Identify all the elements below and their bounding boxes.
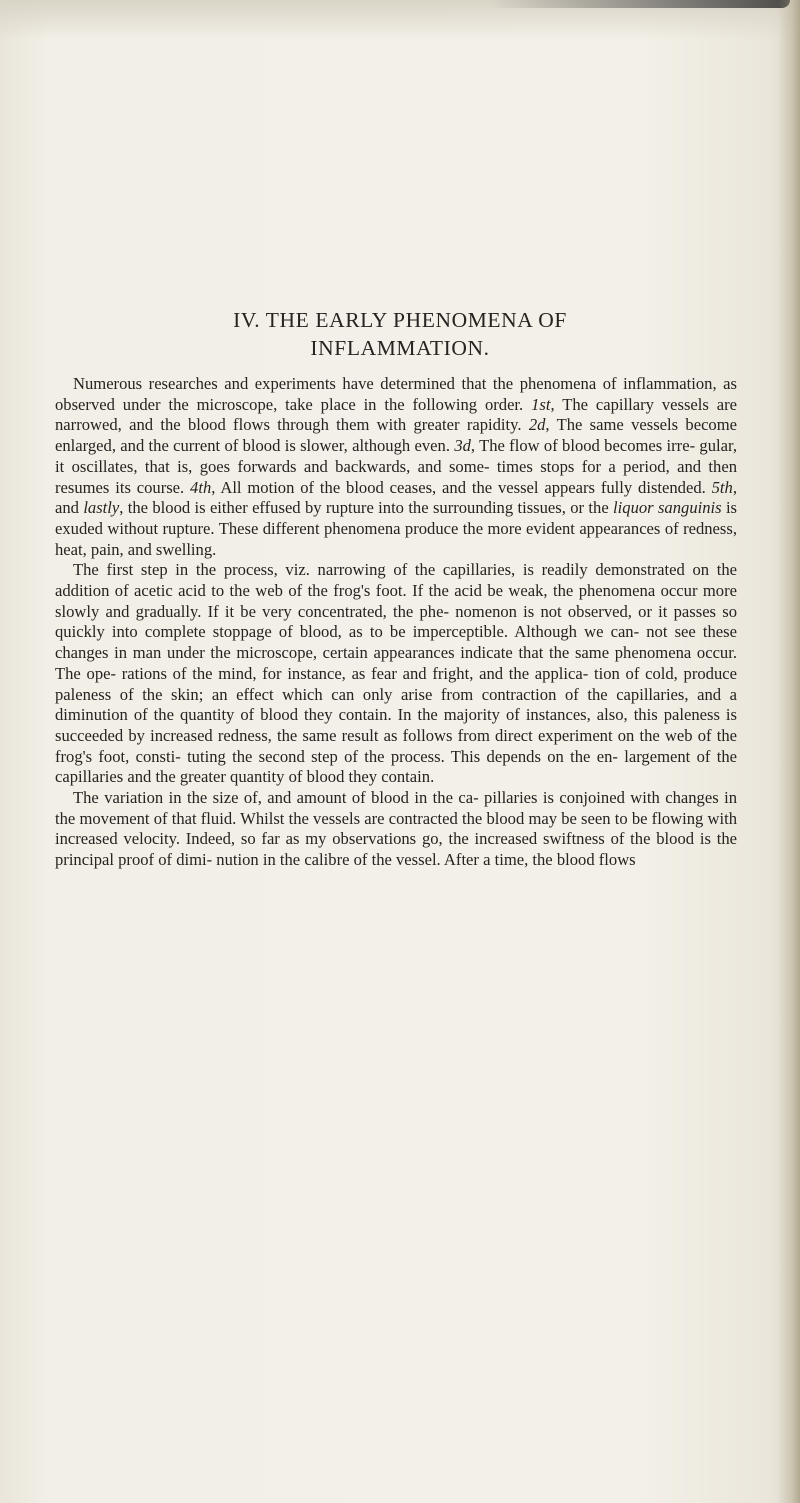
chapter-heading-line-1: IV. THE EARLY PHENOMENA OF — [233, 308, 567, 332]
italic-text-run: lastly — [83, 498, 120, 518]
body-text — [55, 374, 737, 871]
page-right-edge — [778, 0, 800, 1503]
text-run: Numerous researches and experiments have determined that the phenomena of inflammation, as observed under the microscope, take place in the following order. — [55, 374, 737, 414]
text-run: The first step in the process, viz. narrowing of the capillaries, is readily demonstrated on the addition of acetic acid to the web of the frog's foot. If the acid be weak, the phenomena occur more slowly and gradually. If it be very concentrated, the phe- nomenon is not observed, or it passes so quickly into complete stoppage of blood, as to be imperceptible. Although we can- not see these changes in man under the microscope, certain appearances indicate that the same phenomena occur. The ope- rations of the mind, for instance, as fear and fright, and the applica- tion of cold, produce paleness of the skin; an effect which can only arise from contraction of the capillaries, and a diminution of the quantity of blood they contain. In the majority of instances, also, this paleness is succeeded by increased redness, the same result as follows from direct experiment on the web of the frog's foot, consti- tuting the second step of the process. This depends on the en- largement of the capillaries and the greater quantity of blood they contain. — [55, 560, 737, 787]
italic-text-run: 4th — [190, 477, 212, 497]
page-top-shadow — [0, 0, 800, 40]
italic-text-run: 3d — [454, 436, 471, 456]
italic-text-run: liquor sanguinis — [613, 498, 722, 518]
chapter-heading-line-2: INFLAMMATION. — [310, 336, 490, 360]
paragraph-3 — [55, 788, 737, 871]
text-run: , The same vessels become enlarged, and the current of blood is slower, although even. — [55, 415, 737, 456]
text-run: , The capillary vessels are narrowed, and the blood flows through them with greater rapidity. — [55, 394, 737, 435]
text-run: The variation in the size of, and amount of blood in the ca- pillaries is conjoined with changes in the movement of that fluid. Whilst the vessels are contracted the blood may be seen to be flowing with increased velocity. Indeed, so far as my observations go, the increased swiftness of the blood is the principal proof of dimi- nution in the calibre of the vessel. After a time, the blood flows — [55, 788, 737, 870]
italic-text-run: 5th — [711, 477, 733, 497]
text-run: is exuded without rupture. These different phenomena produce the more evident appearances of redness, heat, pain, and swelling. — [55, 498, 738, 559]
chapter-heading — [100, 306, 700, 362]
italic-text-run: 1st — [531, 394, 551, 414]
italic-text-run: 2d — [528, 415, 546, 435]
text-run: , The flow of blood becomes irre- gular, it oscillates, that is, goes forwards and backwards, and some- times stops for a period, and then resumes its course. — [55, 436, 737, 497]
text-run: , All motion of the blood ceases, and the vessel appears fully distended. — [211, 477, 712, 497]
text-run: , and — [55, 477, 737, 518]
text-run: , the blood is either effused by rupture into the surrounding tissues, or the — [119, 498, 614, 518]
paragraph-1 — [55, 374, 737, 560]
paragraph-2 — [55, 560, 737, 788]
